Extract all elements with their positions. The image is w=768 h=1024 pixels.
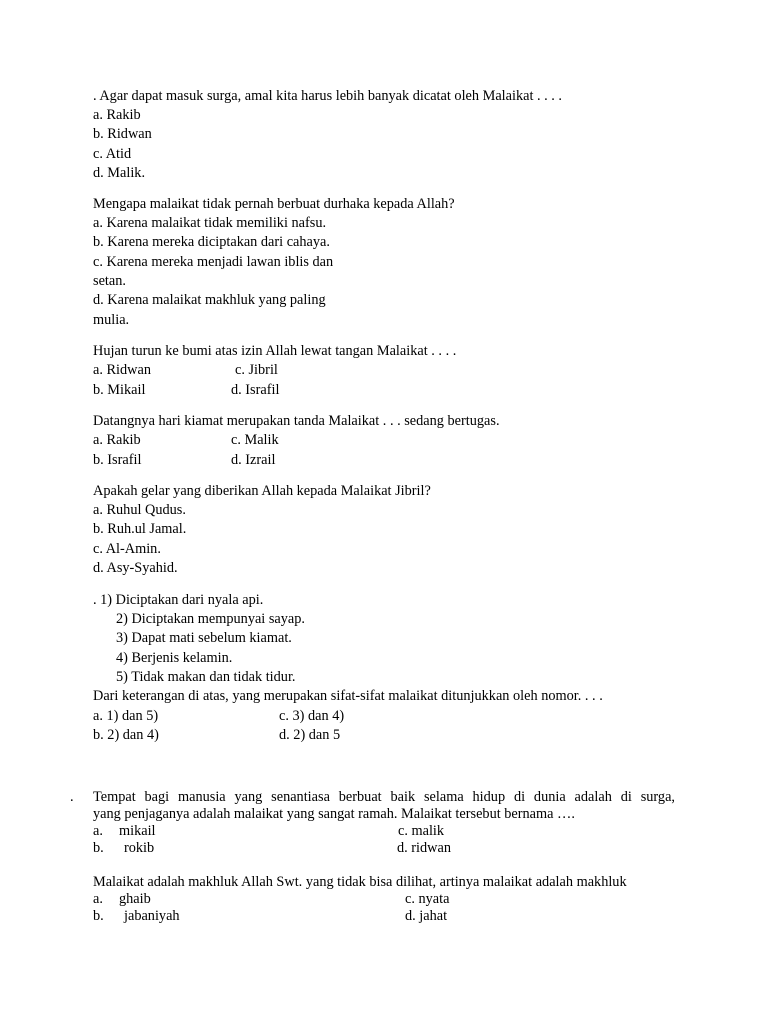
question-7-option-a: mikail (119, 823, 156, 839)
question-8-option-a-letter: a. (93, 891, 103, 907)
question-7-option-b: rokib (124, 840, 155, 856)
question-6-option-b: b. 2) dan 4) (93, 727, 159, 743)
question-1-stem: . Agar dapat masuk surga, amal kita harus lebih banyak dicatat oleh Malaikat . . . . (93, 88, 563, 104)
question-2-option-a: a. Karena malaikat tidak memiliki nafsu. (93, 215, 327, 231)
question-5-option-d: d. Asy-Syahid. (93, 560, 178, 576)
question-6-stem: Dari keterangan di atas, yang merupakan sifat-sifat malaikat ditunjukkan oleh nomor. . . . (93, 688, 603, 704)
question-8-option-b: jabaniyah (124, 908, 180, 924)
question-8-option-b-letter: b. (93, 908, 104, 924)
question-8-option-a: ghaib (119, 891, 151, 907)
question-8-option-c: c. nyata (405, 891, 450, 907)
question-7-option-c: c. malik (398, 823, 445, 839)
question-7-marker: . (70, 789, 74, 805)
question-3-option-a: a. Ridwan (93, 362, 151, 378)
question-4-option-c: c. Malik (231, 432, 279, 448)
question-2-option-c: c. Karena mereka menjadi lawan iblis dan (93, 254, 334, 270)
question-8-stem: Malaikat adalah makhluk Allah Swt. yang tidak bisa dilihat, artinya malaikat adalah makhluk (93, 874, 627, 890)
question-8-option-d: d. jahat (405, 908, 448, 924)
question-3-option-c: c. Jibril (235, 362, 278, 378)
question-1-option-d: d. Malik. (93, 165, 146, 181)
question-4-option-b: b. Israfil (93, 452, 142, 468)
question-5-option-c: c. Al-Amin. (93, 541, 161, 557)
question-4-stem: Datangnya hari kiamat merupakan tanda Malaikat . . . sedang bertugas. (93, 413, 500, 429)
question-7-stem-line-2: yang penjaganya adalah malaikat yang sangat ramah. Malaikat tersebut bernama …. (93, 806, 575, 822)
question-7-option-b-letter: b. (93, 840, 104, 856)
question-6-statement-4: 4) Berjenis kelamin. (116, 650, 233, 666)
question-6-statement-3: 3) Dapat mati sebelum kiamat. (116, 630, 292, 646)
question-6-option-c: c. 3) dan 4) (279, 708, 345, 724)
question-4-option-a: a. Rakib (93, 432, 141, 448)
question-2-stem: Mengapa malaikat tidak pernah berbuat durhaka kepada Allah? (93, 196, 455, 212)
question-6-option-a: a. 1) dan 5) (93, 708, 159, 724)
question-7-option-d: d. ridwan (397, 840, 451, 856)
question-1-option-a: a. Rakib (93, 107, 141, 123)
question-5-stem: Apakah gelar yang diberikan Allah kepada Malaikat Jibril? (93, 483, 431, 499)
question-2-option-d-cont: mulia. (93, 312, 130, 328)
question-5-option-a: a. Ruhul Qudus. (93, 502, 186, 518)
question-6-statement-2: 2) Diciptakan mempunyai sayap. (116, 611, 305, 627)
question-3-option-d: d. Israfil (231, 382, 280, 398)
question-1-option-c: c. Atid (93, 146, 132, 162)
question-2-option-c-cont: setan. (93, 273, 126, 289)
question-4-option-d: d. Izrail (231, 452, 276, 468)
question-7-stem-line-1: Tempat bagi manusia yang senantiasa berbuat baik selama hidup di dunia adalah di surga, (93, 789, 675, 805)
question-3-stem: Hujan turun ke bumi atas izin Allah lewat tangan Malaikat . . . . (93, 343, 457, 359)
question-1-option-b: b. Ridwan (93, 126, 152, 142)
question-2-option-b: b. Karena mereka diciptakan dari cahaya. (93, 234, 330, 250)
question-5-option-b: b. Ruh.ul Jamal. (93, 521, 187, 537)
question-3-option-b: b. Mikail (93, 382, 146, 398)
question-6-statement-1: . 1) Diciptakan dari nyala api. (93, 592, 264, 608)
question-7-option-a-letter: a. (93, 823, 103, 839)
question-2-option-d: d. Karena malaikat makhluk yang paling (93, 292, 326, 308)
question-6-statement-5: 5) Tidak makan dan tidak tidur. (116, 669, 296, 685)
question-6-option-d: d. 2) dan 5 (279, 727, 341, 743)
